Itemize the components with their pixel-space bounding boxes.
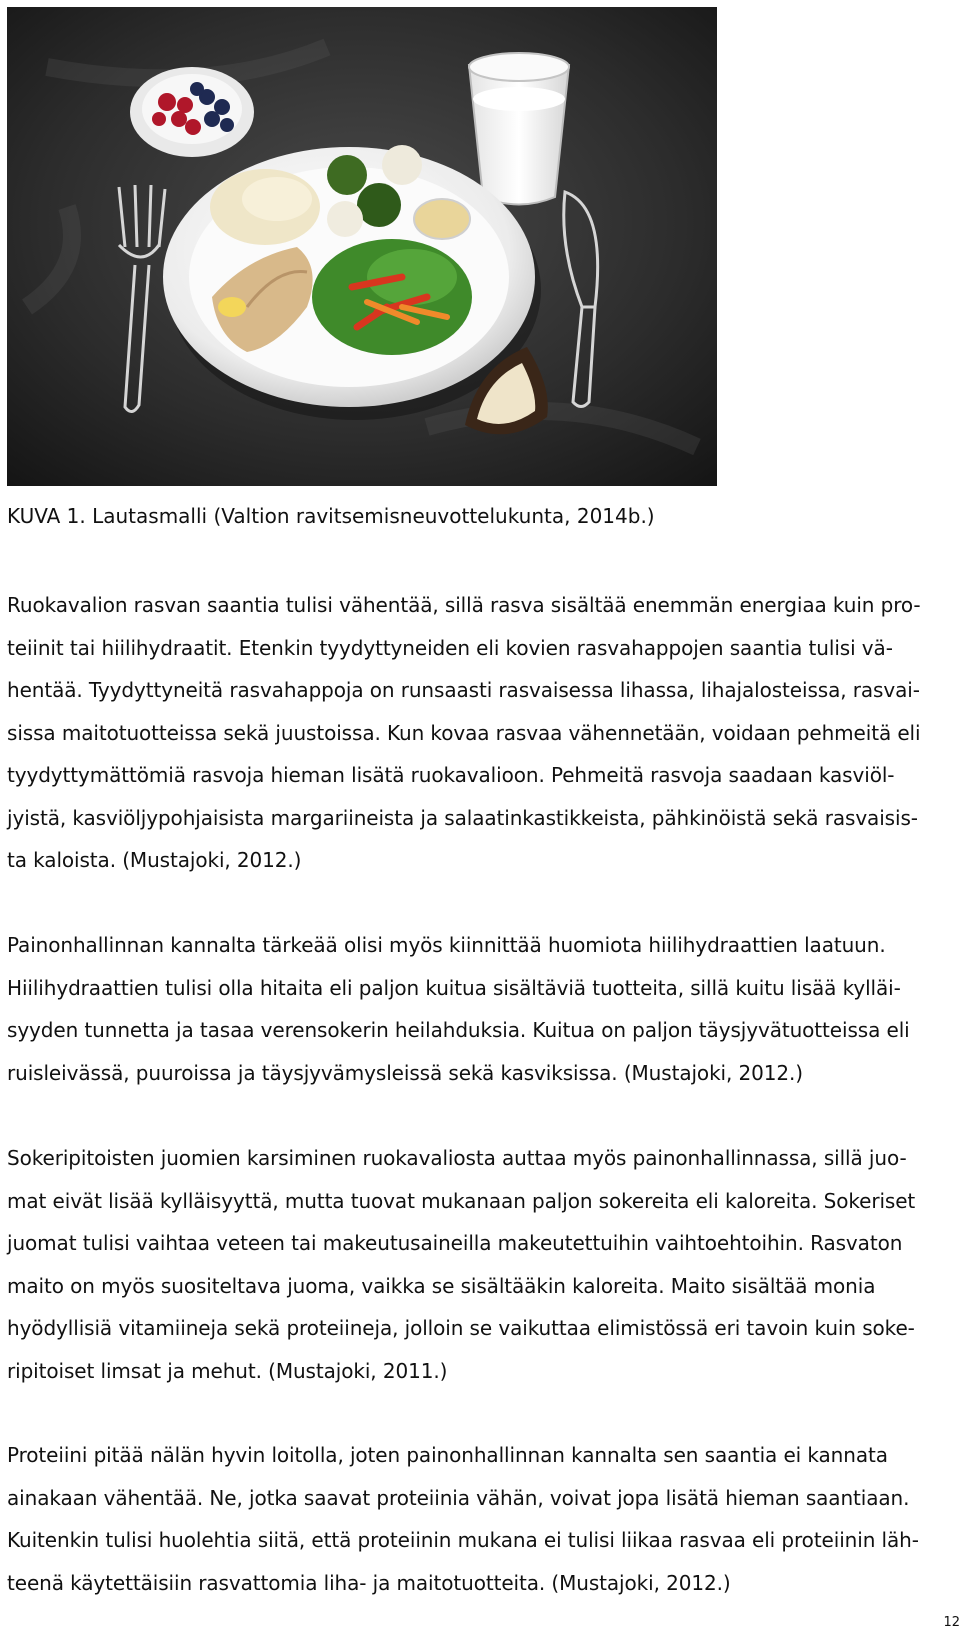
figure-caption: KUVA 1. Lautasmalli (Valtion ravitsemisneuvottelukunta, 2014b.) — [7, 504, 655, 528]
page-number: 12 — [943, 1615, 960, 1630]
berry-bowl — [130, 67, 254, 157]
paragraph-carbohydrates: Painonhallinnan kannalta tärkeää olisi myös kiinnittää huomiota hiilihydraattien laatuun. Hiilihydraattien tulisi olla hitaita eli paljon kuitua sisältäviä tuotteita, sillä kuitu lisää kylläi- syyden tunnetta ja tasaa verensokerin heilahduksia. Kuitua on paljon täysjyvätuotteissa eli ruisleivässä, puuroissa ja täysjyvämysleissä sekä kasviksissa. (Mustajoki, 2012.) — [7, 933, 910, 1085]
milk-glass — [469, 53, 569, 205]
paragraph-fats: Ruokavalion rasvan saantia tulisi vähentää, sillä rasva sisältää enemmän energiaa kuin pro- teiinit tai hiilihydraatit. Etenkin tyydyttyneiden eli kovien rasvahappojen saantia tulisi vä- hentää. Tyydyttyneitä rasvahappoja on runsaasti rasvaisessa lihassa, lihajalosteissa, rasvai- sissa maitotuotteissa sekä juustoissa. Kun kovaa rasvaa vähennetään, voidaan pehmeitä eli tyydyttymättömiä rasvoja hieman lisätä ruokavalioon. Pehmeitä rasvoja saadaan kasviöl- jyistä, kasviöljypohjaisista margariineista ja salaatinkastikkeista, pähkinöistä sekä rasvaisis- ta kaloista. (Mustajoki, 2012.) — [7, 593, 921, 872]
paragraph-protein: Proteiini pitää nälän hyvin loitolla, joten painonhallinnan kannalta sen saantia ei kannata ainakaan vähentää. Ne, jotka saavat proteiinia vähän, voivat jopa lisätä hieman saantiaan. Kuitenkin tulisi huolehtia siitä, että proteiinin mukana ei tulisi liikaa rasvaa eli proteiinin läh- teenä käytettäisiin rasvattomia liha- ja maitotuotteita. (Mustajoki, 2012.) — [7, 1443, 919, 1595]
plate-model-photo — [7, 7, 717, 486]
paragraph-sugary-drinks: Sokeripitoisten juomien karsiminen ruokavaliosta auttaa myös painonhallinnassa, sillä juo- mat eivät lisää kylläisyyttä, mutta tuovat mukanaan paljon sokereita eli kaloreita. Sokeriset juomat tulisi vaihtaa veteen tai makeutusaineilla makeutettuihin vaihtoehtoihin. Rasvaton maito on myös suositeltava juoma, vaikka se sisältääkin kaloreita. Maito sisältää monia hyödyllisiä vitamiineja sekä proteiineja, jolloin se vaikuttaa elimistössä eri tavoin kuin soke- ripitoiset limsat ja mehut. (Mustajoki, 2011.) — [7, 1146, 916, 1383]
